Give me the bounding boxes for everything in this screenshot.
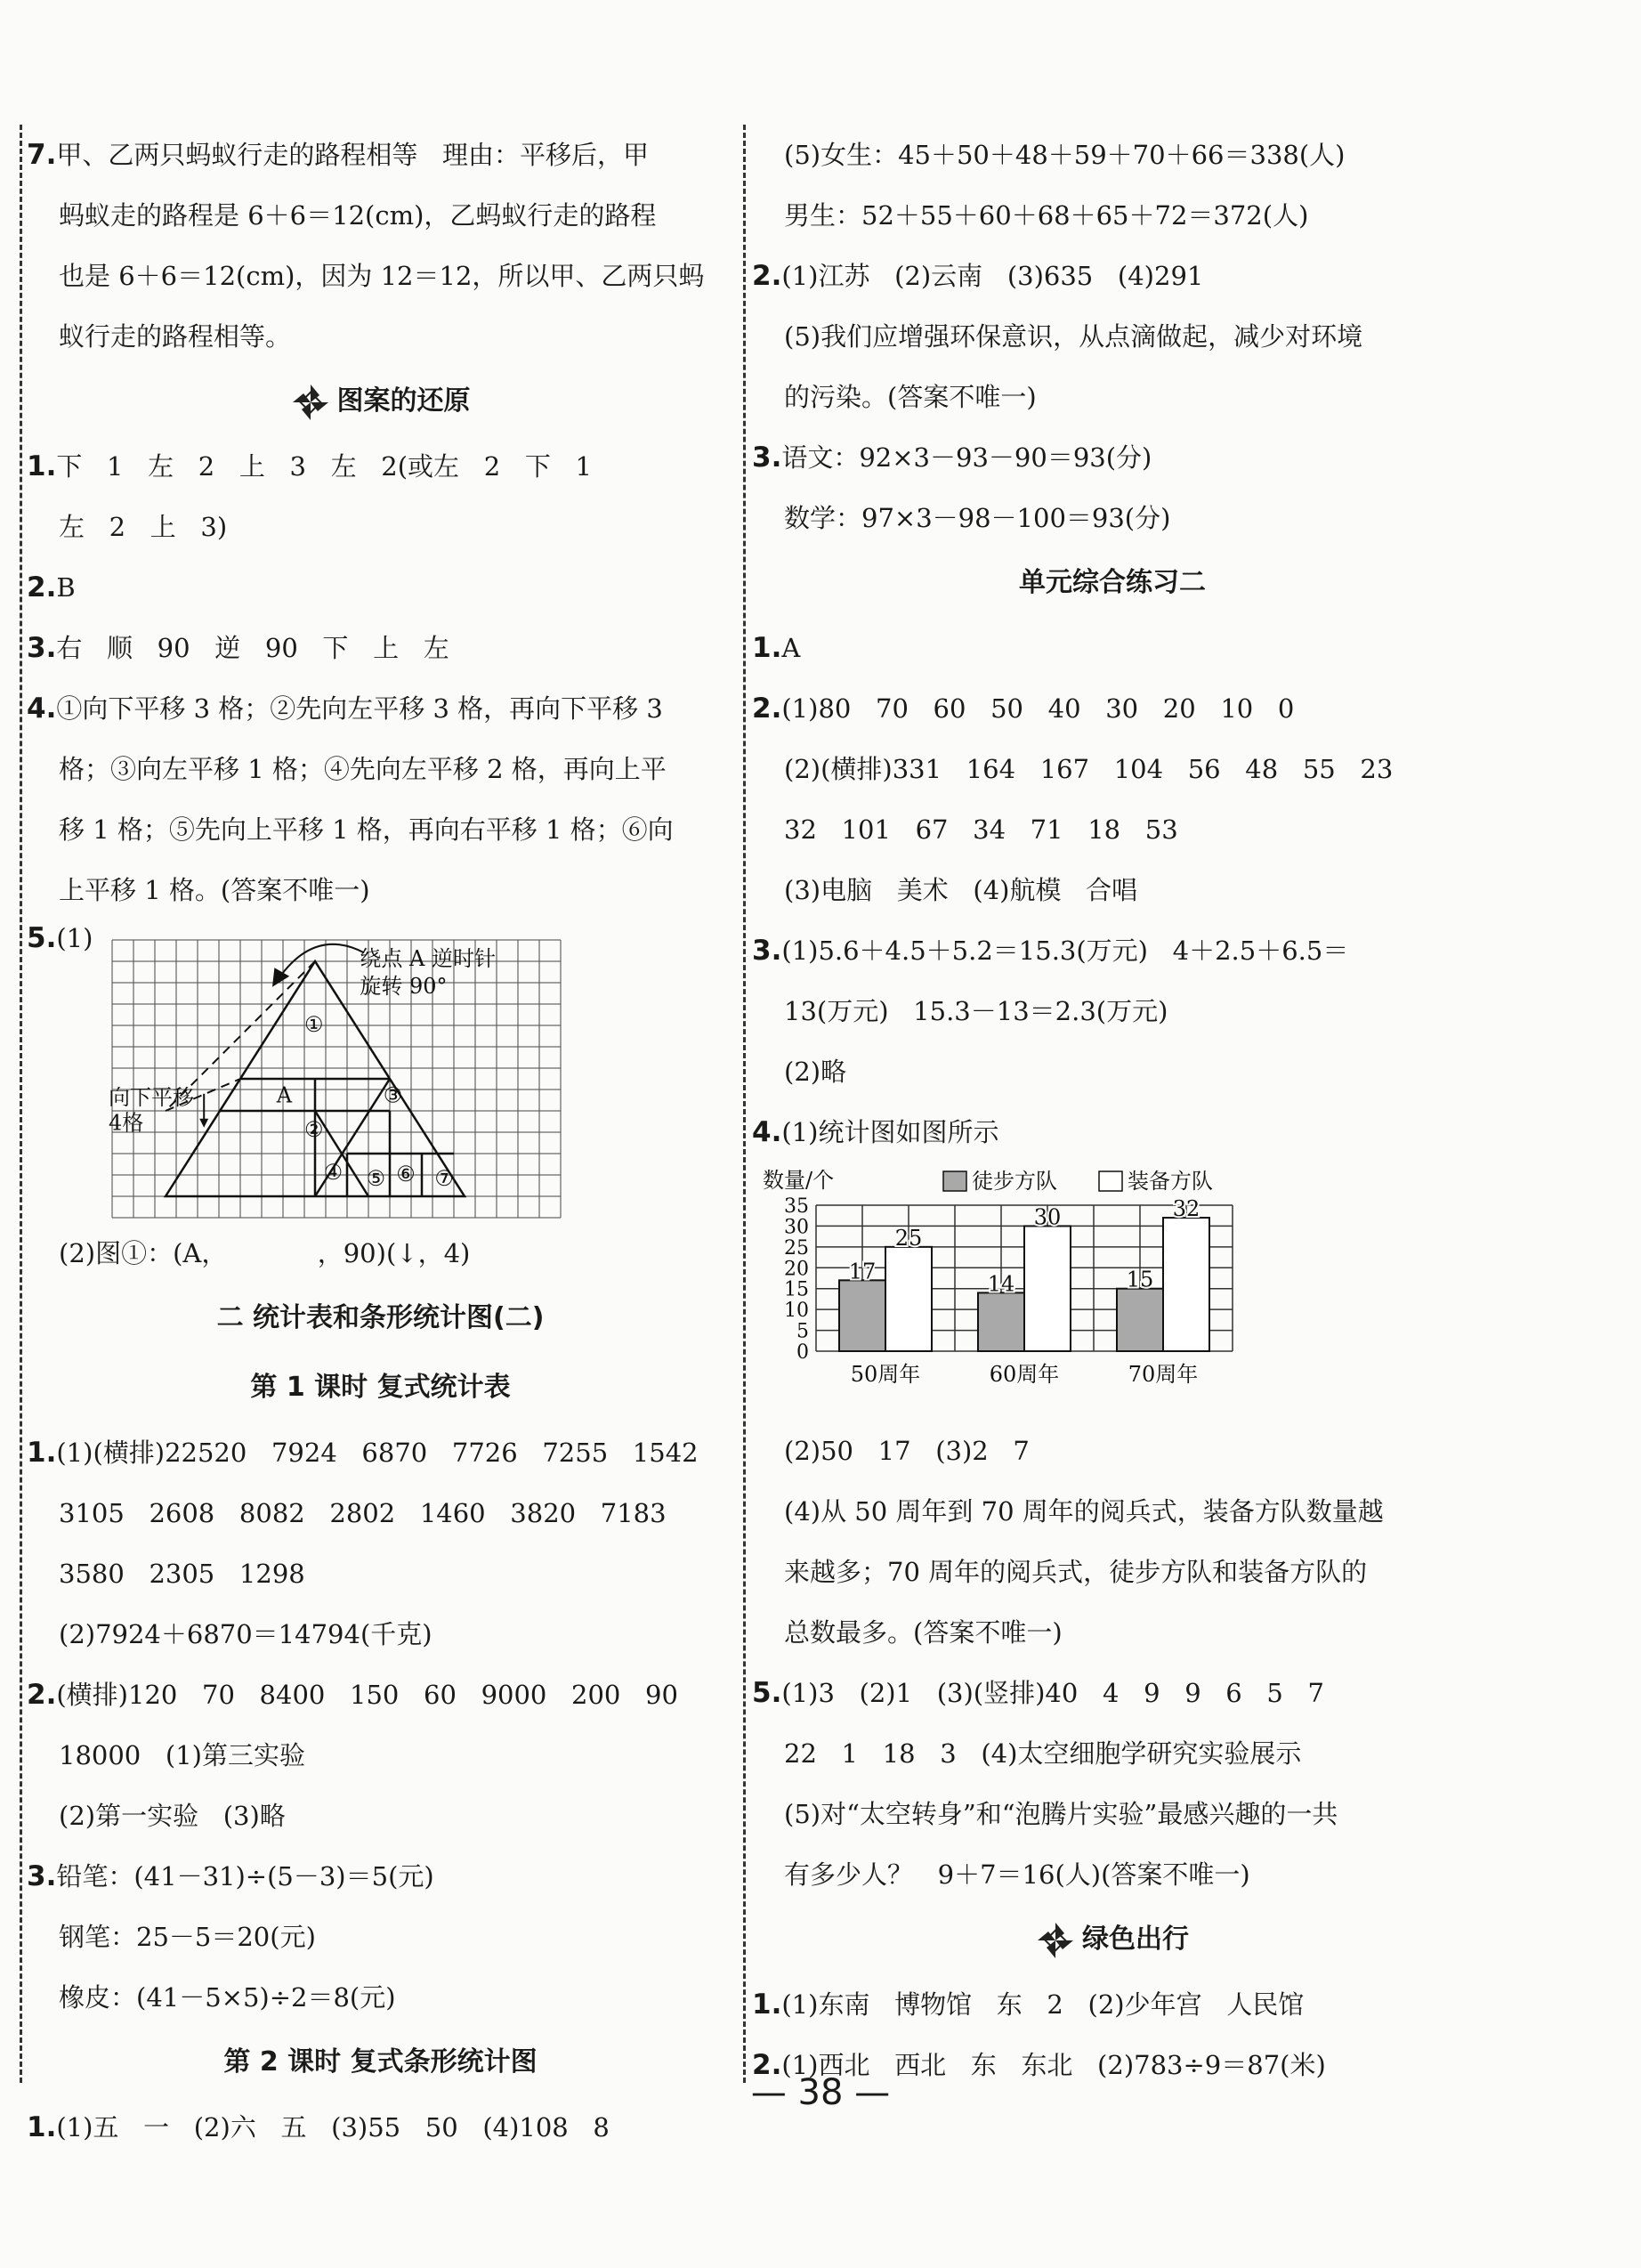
answer-line [752, 678, 1473, 739]
legend-swatch [943, 1171, 966, 1191]
answer-line [27, 799, 734, 860]
answer-line [752, 799, 1473, 860]
answer-text: 右 顺 90 逆 90 下 上 左 [56, 633, 449, 663]
bar [885, 1247, 932, 1351]
question-number: 4. [752, 1116, 782, 1148]
answer-text: (1)西北 西北 东 东北 (2)783÷9＝87(米) [781, 2050, 1326, 2080]
answer-text: (1)5.6＋4.5＋5.2＝15.3(万元) 4＋2.5＋6.5＝ [781, 936, 1349, 966]
x-tick-label: 50周年 [850, 1362, 921, 1387]
answer-text: 语文：92×3－93－90＝93(分) [781, 442, 1152, 473]
piece-label: ③ [383, 1082, 403, 1108]
y-tick-label: 15 [784, 1278, 809, 1301]
answer-line [27, 1422, 734, 1483]
bar-value-label: 32 [1172, 1196, 1200, 1222]
answer-text: (1)五 一 (2)六 五 (3)55 50 (4)108 8 [56, 2112, 610, 2142]
answer-text: 3105 2608 8082 2802 1460 3820 7183 [59, 1498, 667, 1528]
answer-line [27, 739, 734, 799]
answer-line [752, 1041, 1473, 1102]
answer-text: 也是 6＋6＝12(cm)，因为 12＝12，所以甲、乙两只蚂 [59, 261, 705, 291]
answer-text: 下 1 左 2 上 3 左 2(或左 2 下 1 [56, 451, 592, 482]
piece-label: ② [304, 1116, 324, 1142]
question-number: 7. [27, 139, 57, 171]
answer-line [27, 1786, 734, 1846]
answer-text: (1)3 (2)1 (3)(竖排)40 4 9 9 6 5 7 [781, 1678, 1324, 1708]
y-tick-label: 5 [796, 1320, 809, 1343]
bar [1024, 1226, 1071, 1351]
answer-text: 蚁行走的路程相等。 [59, 321, 292, 352]
answer-text: 13(万元) 15.3－13＝2.3(万元) [784, 996, 1168, 1026]
answer-text: A [781, 633, 801, 663]
section-heading-text: 绿色出行 [1082, 1924, 1189, 1955]
answer-text: (2)第一实验 (3)略 [59, 1801, 286, 1831]
answer-text: 数学：97×3－98－100＝93(分) [784, 503, 1171, 533]
answer-line [752, 1784, 1473, 1844]
answer-line [752, 1481, 1473, 1542]
piece-label: ① [304, 1012, 324, 1038]
x-tick-label: 60周年 [989, 1362, 1060, 1387]
answer-text: (2)略 [784, 1057, 847, 1087]
answer-text: 男生：52＋55＋60＋68＋65＋72＝372(人) [784, 200, 1309, 231]
question-number: 5. [27, 922, 57, 954]
legend-label: 装备方队 [1128, 1169, 1213, 1194]
answer-line [752, 1602, 1473, 1663]
answer-line [752, 1844, 1473, 1905]
answer-line [27, 557, 734, 618]
answer-text: 格；③向左平移 1 格；④先向左平移 2 格，再向上平 [59, 754, 667, 784]
answer-text: (横排)120 70 8400 150 60 9000 200 90 [56, 1680, 678, 1710]
answer-line [752, 860, 1473, 920]
section-heading-text: 图案的还原 [336, 385, 471, 417]
x-tick-label: 70周年 [1128, 1362, 1199, 1387]
chart-svg [752, 1162, 1322, 1421]
question-number: 3. [27, 1860, 57, 1892]
y-tick-label: 35 [784, 1195, 809, 1218]
answer-line [27, 1223, 734, 1284]
page-number: — 38 — [750, 2072, 891, 2113]
question-number: 2. [752, 693, 782, 725]
answer-line [752, 1542, 1473, 1602]
question-number: 1. [27, 1437, 57, 1469]
answer-text: 来越多；70 周年的阅兵式，徒步方队和装备方队的 [784, 1557, 1368, 1587]
answer-text: 3580 2305 1298 [59, 1559, 305, 1589]
section-heading [752, 1905, 1473, 1974]
answer-line [27, 436, 734, 497]
answer-line [752, 125, 1473, 185]
rotate-note: 绕点 A 逆时针 [360, 945, 496, 971]
answer-line [752, 1421, 1473, 1481]
answer-line [752, 367, 1473, 427]
column-divider [743, 125, 746, 2083]
legend-swatch [1099, 1171, 1122, 1191]
answer-text: (1)江苏 (2)云南 (3)635 (4)291 [781, 261, 1204, 291]
left-column [27, 125, 734, 2158]
answer-text: 甲、乙两只蚂蚁行走的路程相等 理由：平移后，甲 [56, 140, 650, 170]
answer-text: (2)图①：(A， ，90)(↓，4) [59, 1238, 471, 1268]
answer-line [27, 1665, 734, 1725]
y-tick-label: 20 [784, 1258, 809, 1281]
answer-text: 18000 (1)第三实验 [59, 1740, 305, 1770]
answer-line [27, 306, 734, 367]
section-heading [27, 367, 734, 436]
answer-line [752, 739, 1473, 799]
bar [1117, 1289, 1163, 1351]
answer-line [752, 920, 1473, 981]
bar [978, 1292, 1024, 1351]
answer-text: 左 2 上 3) [59, 512, 228, 542]
question-number: 3. [27, 632, 57, 664]
piece-label: ④ [323, 1159, 344, 1185]
answer-text: (2)50 17 (3)2 7 [784, 1436, 1030, 1466]
answer-line [752, 1663, 1473, 1723]
pinwheel-icon [291, 383, 330, 422]
answer-line [27, 1725, 734, 1786]
answer-line [27, 125, 734, 185]
answer-line [752, 427, 1473, 488]
y-tick-label: 0 [796, 1341, 809, 1364]
section-heading [752, 548, 1473, 618]
piece-label: ⑦ [434, 1166, 454, 1191]
bar [1163, 1218, 1209, 1351]
question-number: 3. [752, 441, 782, 474]
grid-figure [27, 920, 734, 1223]
answer-text: 总数最多。(答案不唯一) [784, 1617, 1063, 1648]
answer-line [752, 618, 1473, 678]
question-number: 4. [27, 693, 57, 725]
answer-text: (2)7924＋6870＝14794(千克) [59, 1619, 432, 1649]
question-number: 2. [27, 571, 57, 603]
section-heading-text: 第 1 课时 复式统计表 [250, 1372, 511, 1403]
shift-note: 向下平移 [109, 1084, 194, 1110]
answer-line [27, 246, 734, 306]
answer-text: 钢笔：25－5＝20(元) [59, 1922, 316, 1952]
bar [839, 1280, 885, 1351]
section-heading-text: 第 2 课时 复式条形统计图 [223, 2046, 538, 2078]
section-heading-text: 单元综合练习二 [1019, 567, 1206, 598]
answer-line [752, 246, 1473, 306]
answer-text: (1)统计图如图所示 [781, 1117, 999, 1147]
question-number: 5. [752, 1677, 782, 1709]
bar-value-label: 15 [1126, 1267, 1154, 1292]
answer-text: ①向下平移 3 格；②先向左平移 3 格，再向下平移 3 [56, 693, 663, 724]
answer-text: (3)电脑 美术 (4)航模 合唱 [784, 875, 1138, 905]
answer-text: 移 1 格；⑤先向上平移 1 格，再向右平移 1 格；⑥向 [59, 814, 674, 845]
answer-text: (1)(横排)22520 7924 6870 7726 7255 1542 [56, 1438, 699, 1468]
left-margin-dash [20, 125, 22, 2083]
answer-text: 的污染。(答案不唯一) [784, 382, 1037, 412]
bar-value-label: 25 [894, 1225, 923, 1251]
answer-text: 铅笔：(41－31)÷(5－3)＝5(元) [56, 1861, 434, 1891]
answer-line [752, 306, 1473, 367]
answer-text: 22 1 18 3 (4)太空细胞学研究实验展示 [784, 1738, 1302, 1769]
answer-line [752, 981, 1473, 1041]
answer-line [27, 497, 734, 557]
answer-text: 32 101 67 34 71 18 53 [784, 814, 1178, 845]
answer-line [752, 185, 1473, 246]
y-tick-label: 25 [784, 1236, 809, 1260]
answer-line [27, 185, 734, 246]
answer-text: (1)80 70 60 50 40 30 20 10 0 [781, 693, 1295, 724]
rotate-note-2: 旋转 90° [360, 974, 448, 999]
answer-text: 有多少人？ 9＋7＝16(人)(答案不唯一) [784, 1859, 1250, 1890]
bar-chart [752, 1162, 1473, 1421]
answer-text: 橡皮：(41－5×5)÷2＝8(元) [59, 1982, 396, 2013]
answer-line [27, 678, 734, 739]
section-heading-text: 二 统计表和条形统计图(二) [216, 1302, 545, 1333]
answer-text: (1)东南 博物馆 东 2 (2)少年宫 人民馆 [781, 1989, 1305, 2020]
answer-line [27, 1543, 734, 1604]
pinwheel-icon [1036, 1921, 1075, 1960]
answer-text: (5)我们应增强环保意识，从点滴做起，减少对环境 [784, 321, 1363, 352]
question-number: 1. [752, 1989, 782, 2021]
question-number: 2. [752, 260, 782, 292]
answer-line [27, 1907, 734, 1967]
y-axis-label: 数量/个 [763, 1168, 835, 1193]
answer-text: 蚂蚁走的路程是 6＋6＝12(cm)，乙蚂蚁行走的路程 [59, 200, 657, 231]
answer-text: B [56, 572, 76, 603]
piece-label: ⑤ [366, 1166, 386, 1191]
answer-line [752, 1723, 1473, 1784]
translation-grid [27, 920, 650, 1223]
bar-value-label: 30 [1033, 1204, 1062, 1230]
answer-line [27, 1483, 734, 1543]
bar-value-label: 17 [848, 1259, 877, 1284]
answer-line [27, 618, 734, 678]
answer-text: (5)对“太空转身”和“泡腾片实验”最感兴趣的一共 [784, 1799, 1338, 1829]
piece-label: ⑥ [396, 1162, 416, 1187]
y-tick-label: 10 [784, 1300, 809, 1323]
answer-line [27, 1604, 734, 1665]
answer-line [27, 1846, 734, 1907]
answer-text: (1) [56, 923, 93, 953]
y-tick-label: 30 [784, 1216, 809, 1239]
question-number: 1. [752, 632, 782, 664]
legend-label: 徒步方队 [972, 1169, 1057, 1194]
question-number: 2. [27, 1679, 57, 1711]
answer-line [752, 488, 1473, 548]
section-heading [27, 1353, 734, 1422]
question-number: 2. [752, 2049, 782, 2081]
answer-line [27, 860, 734, 920]
answer-line [752, 1974, 1473, 2035]
answer-text: 上平移 1 格。(答案不唯一) [59, 875, 370, 905]
answer-line [752, 1102, 1473, 1162]
answer-text: (2)(横排)331 164 167 104 56 48 55 23 [784, 754, 1394, 784]
right-column [752, 125, 1473, 2095]
bar-value-label: 14 [987, 1271, 1015, 1297]
question-number: 1. [27, 2111, 57, 2143]
answer-line [27, 1967, 734, 2028]
point-a-label: A [276, 1082, 293, 1108]
answer-text: (4)从 50 周年到 70 周年的阅兵式，装备方队数量越 [784, 1496, 1384, 1527]
answer-text: (5)女生：45＋50＋48＋59＋70＋66＝338(人) [784, 140, 1346, 170]
shift-note-2: 4格 [109, 1110, 144, 1136]
question-number: 3. [752, 935, 782, 967]
question-number: 1. [27, 450, 57, 482]
section-heading [27, 1284, 734, 1353]
